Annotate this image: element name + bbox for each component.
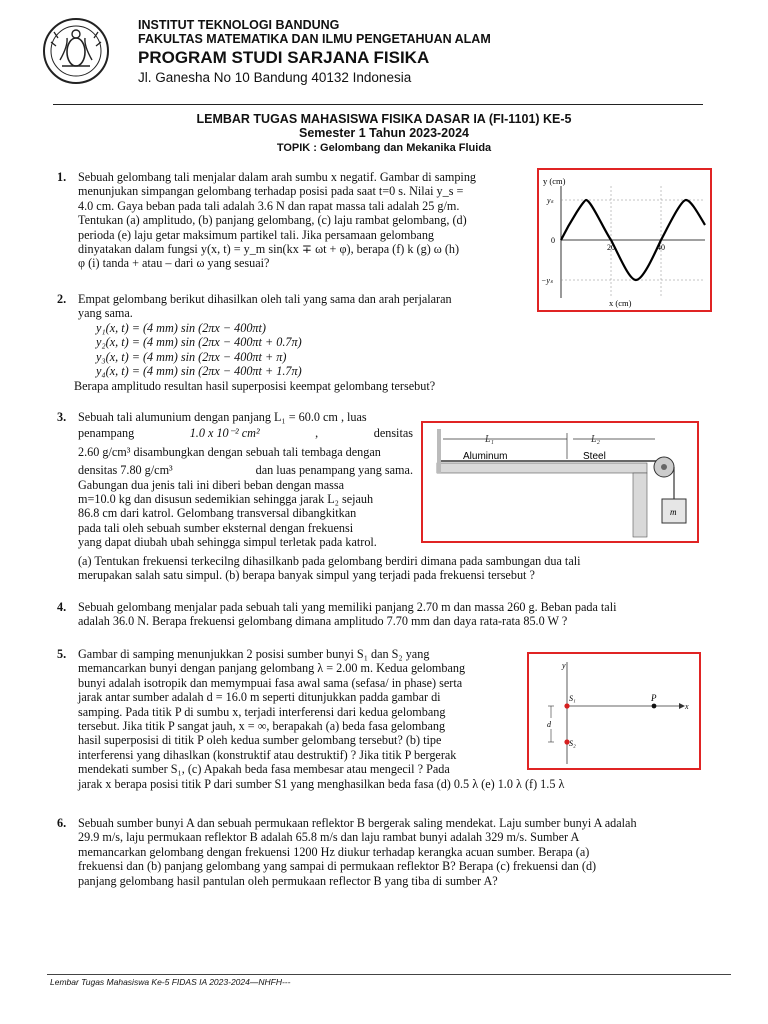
footer-text: Lembar Tugas Mahasiswa Ke-5 FIDAS IA 2023-2024—NHFH--- <box>50 977 291 987</box>
figure-string-pulley <box>421 421 699 543</box>
institute-name: INSTITUT TEKNOLOGI BANDUNG <box>138 18 340 32</box>
svg-text:x: x <box>685 702 689 711</box>
svg-text:x (cm): x (cm) <box>609 298 632 308</box>
equation-4: y₄(x, t) = (4 mm) sin (2πx − 400πt + 1.7π) <box>96 364 302 379</box>
svg-text:Aluminum: Aluminum <box>463 451 508 462</box>
question-1-number: 1. <box>57 170 67 184</box>
title-line-2: Semester 1 Tahun 2023-2024 <box>298 126 469 140</box>
topic: Gelombang dan Mekanika Fluida <box>320 142 492 154</box>
svg-text:m: m <box>670 507 677 517</box>
svg-text:L₂: L₂ <box>591 434 601 445</box>
itb-logo-icon <box>38 16 114 86</box>
svg-text:S₁: S₁ <box>569 694 576 703</box>
svg-text:L₁: L₁ <box>485 434 495 445</box>
svg-text:Steel: Steel <box>583 451 606 462</box>
topic-line: TOPIK : Gelombang dan Mekanika Fluida <box>276 142 492 154</box>
title-line-1: LEMBAR TUGAS MAHASISWA FISIKA DASAR IA (FI-1101) KE-5 <box>196 112 572 126</box>
wave-plot <box>539 170 710 310</box>
svg-text:0: 0 <box>551 236 555 245</box>
svg-text:−yₛ: −yₛ <box>541 276 553 285</box>
question-3-subquestions: (a) Tentukan frekuensi terkecilng dihasilkanb pada gelombang berdiri dimana pada sambungan dua tali merupakan salah satu simpul. (b) berapa banyak simpul yang terjadi pada frekuensi tersebut ? <box>78 554 581 583</box>
equation-3: y₃(x, t) = (4 mm) sin (2πx − 400πt + π) <box>96 349 287 364</box>
svg-text:P: P <box>651 693 657 703</box>
program-name: PROGRAM STUDI SARJANA FISIKA <box>138 48 430 67</box>
letterhead <box>138 18 491 86</box>
svg-text:d: d <box>547 720 551 729</box>
question-6-text: Sebuah sumber bunyi A dan sebuah permukaan reflektor B bergerak saling mendekat. Laju sumber bunyi A adalah 29.9 m/s, laju permukaan reflektor B adalah 65.8 m/s dan laju rambat bunyi adalah 329 m/s. Sumber A memancarkan gelombang dengan frekuensi 1200 Hz diukur terhadap kerangka acuan sumber. Berapa (a) frekuensi dan (b) panjang gelombang yang sampai di permukaan reflektor B? Berapa (c) frekuensi dan (d) panjang gelombang hasil pantulan oleh permukaan reflector B yang tiba di sumber A? <box>78 816 637 888</box>
question-6-number: 6. <box>57 816 67 830</box>
svg-text:S₂: S₂ <box>569 739 576 748</box>
svg-text:y: y <box>562 661 566 670</box>
worksheet-title <box>0 112 768 156</box>
svg-text:yₛ: yₛ <box>547 196 554 205</box>
question-4-text: Sebuah gelombang menjalar pada sebuah tali yang memiliki panjang 2.70 m dan massa 260 g. Beban pada tali adalah 36.0 N. Berapa frekuensi gelombang dimana amplitudo 7.70 mm dan daya rata-rata 85.0 W ? <box>78 600 617 629</box>
question-2-prompt: Berapa amplitudo resultan hasil superposisi keempat gelombang tersebut? <box>74 379 436 393</box>
string-pulley-diagram <box>423 423 697 541</box>
question-5-number: 5. <box>57 647 67 661</box>
question-5-text: Gambar di samping menunjukkan 2 posisi sumber bunyi S₁ dan S₂ yang memancarkan bunyi dengan panjang gelombang λ = 2.00 m. Kedua gelombang bunyi adalah isotropik dan memympuai fasa awal sama (sefasa/ in phase) serta jarak antar sumber adalah d = 16.0 m seperti ditunjukkan padda gambar di samping. Pada titik P di sumbu x, terjadi interferensi dari kedua gelombang tersebut. Jika titik P sangat jauh, x = ∞, berapakah (a) beda fasa gelombang hasil superposisi di titik P oleh kedua sumber gelombang tersebut? (b) tipe interferensi yang dihaslkan (konstruktif atau destruktif) ? Jika titik P bergerak mendekati sumber S₁, (c) Apakah beda fasa membesar atau mengecil ? Pada jarak x berapa posisi titik P dari sumber S1 yang menghasilkan beda fasa (d) 0.5 λ (e) 1.0 λ (f) 1.5 λ <box>78 647 565 791</box>
question-3-text: Sebuah tali alumunium dengan panjang L₁ = 60.0 cm , luas penampang 1.0 x 10⁻² cm² , densitas 2.60 g/cm³ disambungkan dengan sebuah tali tembaga dengan densitas 7.80 g/cm³ dan luas penampang yang sama. Gabungan dua jenis tali ini diberi beban dengan massa m=10.0 kg dan disusun sedemikian sehingga jarak L₂ sejauh 86.8 cm dari katrol. Gelombang transversal dibangkitkan pada tali oleh sebuah sumber eksternal dengan frekuensi yang dapat diubah ubah sehingga simpul terletak pada katrol. <box>78 410 413 550</box>
svg-text:y (cm): y (cm) <box>543 176 566 186</box>
figure-two-sources <box>527 652 701 770</box>
svg-text:20: 20 <box>607 243 615 252</box>
footer-divider <box>47 974 731 975</box>
equation-2: y₂(x, t) = (4 mm) sin (2πx − 400πt + 0.7π) <box>96 335 302 350</box>
question-2-equations <box>96 321 302 379</box>
figure-wave-displacement <box>537 168 712 312</box>
address: Jl. Ganesha No 10 Bandung 40132 Indonesia <box>138 70 412 85</box>
equation-1: y₁(x, t) = (4 mm) sin (2πx − 400πt) <box>96 321 266 335</box>
header-divider <box>53 104 703 105</box>
faculty-name: FAKULTAS MATEMATIKA DAN ILMU PENGETAHUAN ALAM <box>138 32 491 46</box>
two-source-diagram <box>529 654 699 768</box>
question-2-text: Empat gelombang berikut dihasilkan oleh tali yang sama dan arah perjalaran yang sama. <box>78 292 452 321</box>
question-1-text: Sebuah gelombang tali menjalar dalam arah sumbu x negatif. Gambar di samping menunjukan simpangan gelombang terhadap posisi pada saat t=0 s. Nilai y_s = 4.0 cm. Gaya beban pada tali adalah 3.6 N dan rapat massa tali adalah 25 g/m. Tentukan (a) amplitudo, (b) panjang gelombang, (c) laju rambat gelombang, (d) perioda (e) laju getar maksimum partikel tali. Jika persamaan gelombang dinyatakan dalam fungsi y(x, t) = y_m sin(kx ∓ ωt + φ), berapa (f) k (g) ω (h) φ (i) tanda + atau – dari ω yang sesuai? <box>78 170 477 271</box>
question-3-number: 3. <box>57 410 67 424</box>
question-4-number: 4. <box>57 600 67 614</box>
svg-text:40: 40 <box>657 243 665 252</box>
question-2-number: 2. <box>57 292 67 306</box>
